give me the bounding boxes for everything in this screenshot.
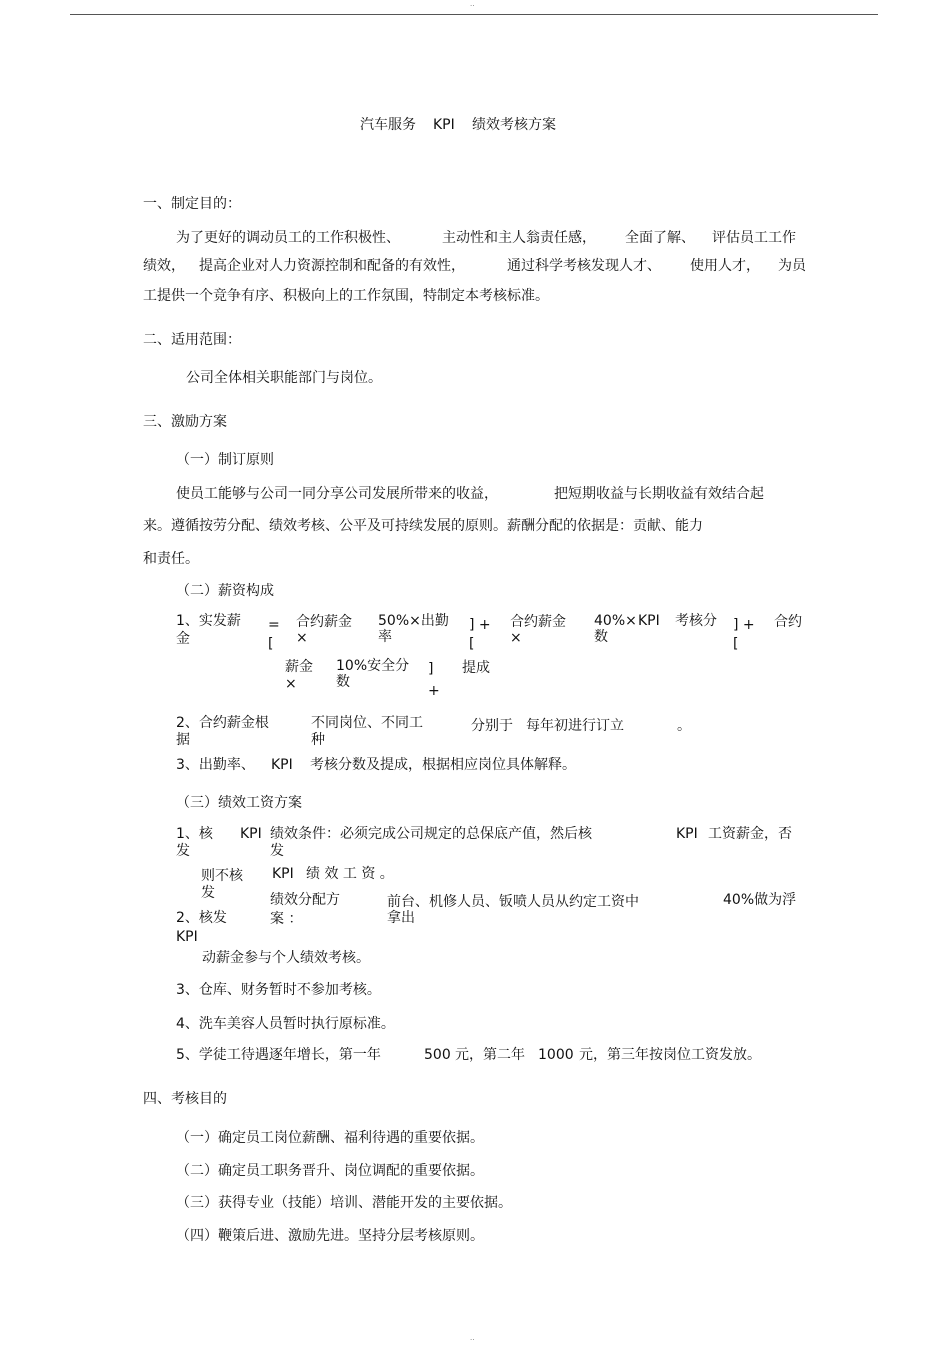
s1-l2-3: 使用人才，	[690, 258, 760, 274]
formula-p40b: 数	[594, 629, 608, 645]
w2-f: KPI	[176, 929, 198, 945]
w5-c: 元，第二年	[455, 1047, 525, 1063]
formula-c1b: ×	[296, 630, 308, 646]
formula-lb2: [	[469, 636, 475, 652]
w1b-b: KPI	[272, 866, 294, 882]
item2-d: 每年初进行订立	[526, 718, 624, 734]
item3-c: 考核分数及提成，根据相应岗位具体解释。	[310, 757, 576, 773]
s4-item-4: （四）鞭策后进、激励先进。坚持分层考核原则。	[176, 1228, 484, 1244]
w1-e: 工资薪金，否	[708, 826, 792, 842]
formula-khf: 考核分	[675, 613, 717, 629]
s3-p2: 来。遵循按劳分配、绩效考核、公平及可持续发展的原则。薪酬分配的依据是：贡献、能力	[143, 518, 703, 534]
formula-c2b: ×	[510, 630, 522, 646]
w4: 4、洗车美容人员暂时执行原标准。	[176, 1016, 395, 1032]
s4-item-1: （一）确定员工岗位薪酬、福利待遇的重要依据。	[176, 1130, 484, 1146]
formula-label-2: 金	[176, 631, 190, 647]
s1-l2-2: 通过科学考核发现人才、	[507, 258, 661, 274]
footer-mark: ..	[470, 1334, 475, 1342]
w2-e: 2、核发	[176, 910, 227, 926]
w2-a: 绩效分配方	[270, 892, 340, 908]
header-rule	[70, 14, 878, 15]
s4-item-3: （三）获得专业（技能）培训、潜能开发的主要依据。	[176, 1195, 512, 1211]
w1-c2: 发	[270, 843, 284, 859]
section-3-heading: 三、激励方案	[143, 414, 227, 430]
item2-b1: 不同岗位、不同工	[311, 715, 423, 731]
w2-b: 案 ：	[270, 911, 303, 927]
item3-a: 3、出勤率、	[176, 757, 255, 773]
w2b: 动薪金参与个人绩效考核。	[202, 950, 370, 966]
formula-p40a: 40%×	[594, 613, 637, 629]
w5-a: 5、学徒工待遇逐年增长，第一年	[176, 1047, 381, 1063]
formula-p10b: 数	[336, 674, 350, 690]
s1-l3: 工提供一个竞争有序、积极向上的工作氛围，特制定本考核标准。	[143, 288, 549, 304]
w2-c1: 前台、机修人员、钣喷人员从约定工资中	[387, 894, 639, 910]
w1b-a1: 则不核	[201, 868, 243, 884]
formula-hy: 合约	[774, 614, 802, 630]
w1-d: KPI	[676, 826, 698, 842]
formula-p50b: 率	[378, 629, 392, 645]
formula-p10a: 10%安全分	[336, 658, 410, 674]
formula-lb1: [	[268, 636, 274, 652]
formula-rb3: ]	[428, 661, 434, 677]
s1-l1-3: 评估员工工作	[712, 230, 796, 246]
w1b-c: 绩 效 工 资 。	[306, 866, 394, 882]
formula-c2a: 合约薪金	[510, 614, 566, 630]
section-1-heading: 一、制定目的：	[143, 196, 241, 212]
s1-l2-4: 为员	[778, 258, 806, 274]
s3-sub3: （三）绩效工资方案	[176, 795, 302, 811]
w1-a1: 1、核	[176, 826, 213, 842]
w2-d: 40%做为浮	[723, 892, 797, 908]
w1-b: KPI	[240, 826, 262, 842]
doc-title-part1: 汽车服务	[360, 117, 416, 133]
w3: 3、仓库、财务暂时不参加考核。	[176, 982, 381, 998]
s2-text: 公司全体相关职能部门与岗位。	[186, 370, 382, 386]
item2-b2: 种	[311, 732, 325, 748]
formula-p50a: 50%×出勤	[378, 613, 449, 629]
formula-xjx: ×	[285, 676, 297, 692]
doc-title-part3: 绩效考核方案	[472, 117, 556, 133]
formula-kpi: KPI	[638, 613, 660, 629]
formula-tc: 提成	[462, 660, 490, 676]
s1-l2-1: 提高企业对人力资源控制和配备的有效性，	[199, 258, 465, 274]
item3-b: KPI	[271, 757, 293, 773]
formula-label-1: 1、实发薪	[176, 613, 241, 629]
s1-l2-0: 绩效，	[143, 258, 185, 274]
formula-lb3: [	[733, 636, 739, 652]
s3-p1-0: 使员工能够与公司一同分享公司发展所带来的收益，	[176, 486, 498, 502]
section-2-heading: 二、适用范围：	[143, 332, 241, 348]
formula-plus: +	[428, 683, 440, 699]
s3-p3: 和责任。	[143, 551, 199, 567]
formula-c1a: 合约薪金	[296, 614, 352, 630]
item2-a2: 据	[176, 732, 190, 748]
formula-rp1: ] +	[469, 617, 491, 633]
w2-c2: 拿出	[387, 910, 415, 926]
w1-a2: 发	[176, 843, 190, 859]
s1-l1-2: 全面了解、	[625, 230, 695, 246]
formula-eq: =	[268, 617, 280, 633]
item2-e: 。	[677, 718, 691, 734]
s3-sub1: （一）制订原则	[176, 452, 274, 468]
header-mark: ..	[470, 0, 475, 8]
item2-c: 分别于	[471, 718, 513, 734]
section-4-heading: 四、考核目的	[143, 1091, 227, 1107]
s1-l1-0: 为了更好的调动员工的工作积极性、	[176, 230, 400, 246]
w1b-a2: 发	[201, 885, 215, 901]
doc-title-part2: KPI	[433, 117, 455, 133]
s3-p1-1: 把短期收益与长期收益有效结合起	[554, 486, 764, 502]
formula-xj: 薪金	[285, 659, 313, 675]
item2-a1: 2、合约薪金根	[176, 715, 269, 731]
w5-b: 500	[424, 1047, 451, 1063]
s1-l1-1: 主动性和主人翁责任感，	[442, 230, 596, 246]
w5-d: 1000	[538, 1047, 574, 1063]
w5-e: 元，第三年按岗位工资发放。	[579, 1047, 761, 1063]
w1-c1: 绩效条件：必须完成公司规定的总保底产值，然后核	[270, 826, 592, 842]
formula-rp2: ] +	[733, 617, 755, 633]
s3-sub2: （二）薪资构成	[176, 583, 274, 599]
s4-item-2: （二）确定员工职务晋升、岗位调配的重要依据。	[176, 1163, 484, 1179]
